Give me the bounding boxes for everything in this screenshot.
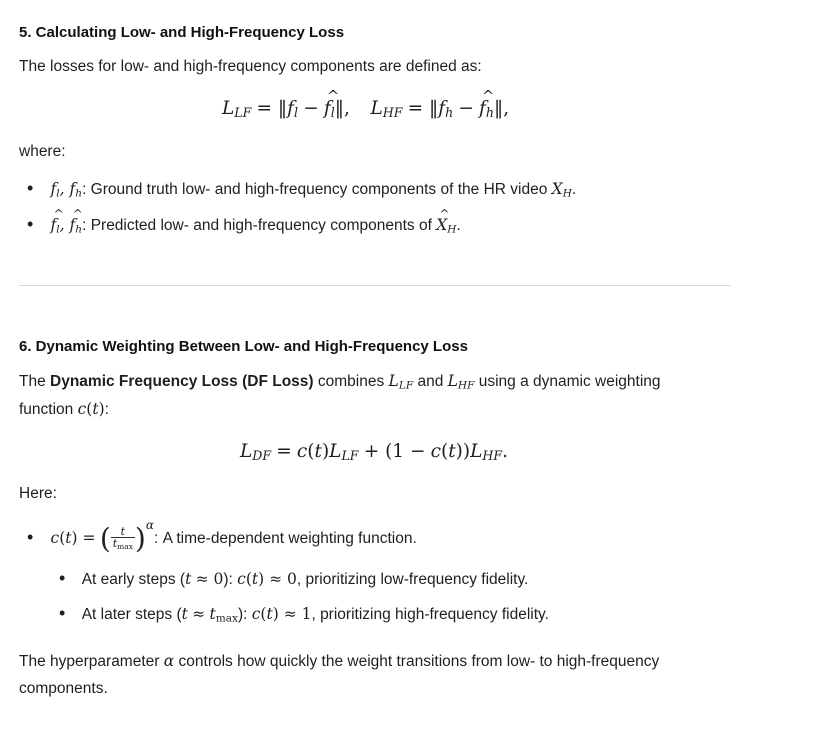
sub-bullet-early: • At early steps (t ≈ 0): c(t) ≈ 0, prioritizing low-frequency fidelity. <box>59 568 529 588</box>
here-label: Here: <box>19 485 57 502</box>
sub1-end: , prioritizing low-frequency fidelity. <box>296 571 529 588</box>
ct-desc: : A time-dependent weighting function. <box>153 530 417 547</box>
bullet-predicted: • ^ $f_l$, ^ $f_h$: Predicted low- and high-frequency components of ^ $X_H$. <box>27 214 461 236</box>
section-6-intro-line2: function c(t): <box>19 400 109 418</box>
df-loss-equation: $L_{DF} = c(t)L_{LF} + (1 - c(t))L_{HF}$. <box>240 441 508 464</box>
intro-pre: The <box>19 373 51 390</box>
outro-line1: The hyperparameter α controls how quickly the weight transitions from low- to high-frequency <box>19 652 660 670</box>
sub1-pre: At early steps ( <box>81 571 186 588</box>
intro-mid2: using a dynamic weighting <box>474 373 661 390</box>
sub1-mid: ): <box>223 571 238 588</box>
sub2-mid: ): <box>237 606 252 623</box>
section-6-heading: 6. Dynamic Weighting Between Low- and High-Frequency Loss <box>19 338 468 355</box>
section-divider <box>19 285 731 286</box>
bullet-predicted-text: : Predicted low- and high-frequency components of <box>82 217 437 234</box>
bullet-ground-truth: • $f_l$, $f_h$: Ground truth low- and high-frequency components of the HR video $X_H$. <box>27 178 577 200</box>
intro-mid1: combines <box>313 373 389 390</box>
intro-line2-end: : <box>104 401 109 418</box>
sub2-pre: At later steps ( <box>81 606 182 623</box>
intro-and: and <box>413 373 448 390</box>
outro-pre: The hyperparameter <box>19 653 164 670</box>
where-label: where: <box>19 143 66 160</box>
outro-mid: controls how quickly the weight transitions from low- to high-frequency <box>174 653 660 670</box>
sub-bullet-later: • At later steps $(t \approx t_{max})$: c(t) ≈ 1, prioritizing high-frequency fidelity. <box>59 603 549 625</box>
intro-line2: function <box>19 401 78 418</box>
bullet-ct: • c(t) = ( $\frac{t}{t_{max}}$ )$^\alpha$: A time-dependent weighting function. <box>27 518 417 555</box>
bullet-ground-truth-text: : Ground truth low- and high-frequency components of the HR video <box>82 181 552 198</box>
outro-line2: components. <box>19 680 108 697</box>
section-6-intro-line1: The Dynamic Frequency Loss (DF Loss) combines $L_{LF}$ and $L_{HF}$ using a dynamic weighting <box>19 372 661 392</box>
loss-equation: $L_{LF}$ = $‖f_l$ − ^ $f_l‖$, $L_{HF}$ = $‖f_h$ − ^ $f_h‖$, <box>222 97 509 120</box>
df-loss-term: Dynamic Frequency Loss (DF Loss) <box>50 373 314 390</box>
section-5-heading: 5. Calculating Low- and High-Frequency Loss <box>19 24 345 41</box>
section-5-intro: The losses for low- and high-frequency components are defined as: <box>19 58 482 75</box>
sub2-end: , prioritizing high-frequency fidelity. <box>311 606 549 623</box>
